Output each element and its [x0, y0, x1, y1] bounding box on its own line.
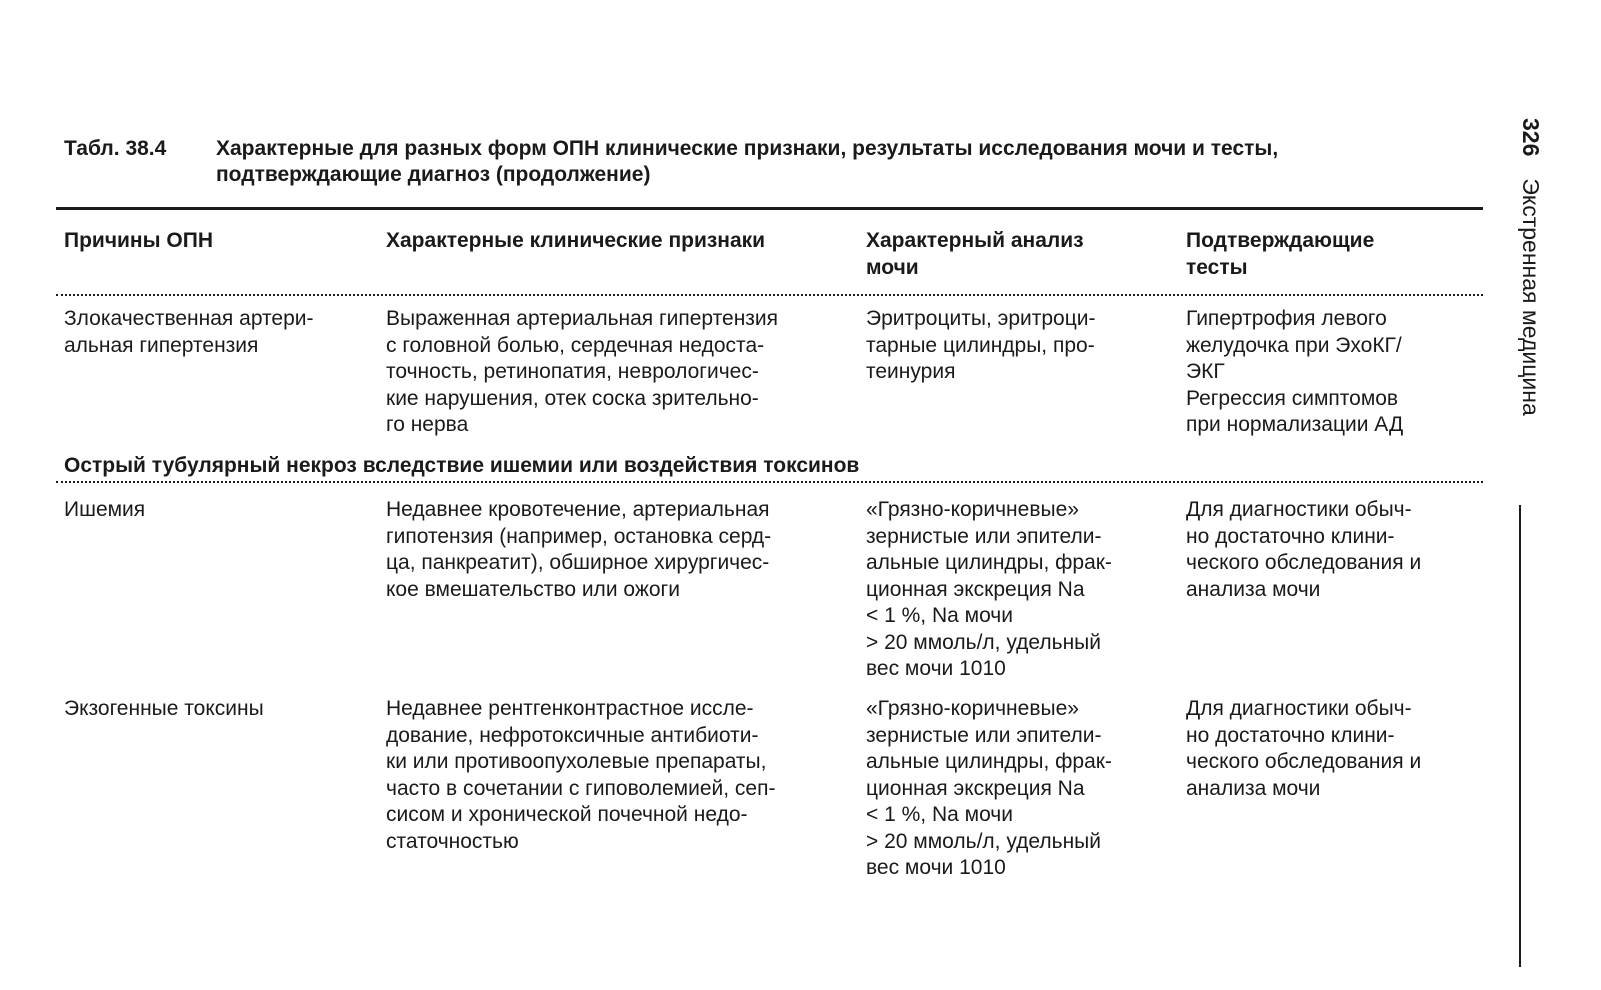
header-clinical-signs: Характерные клинические признаки — [386, 229, 766, 252]
cell-cause-ischemia: Ишемия — [64, 498, 146, 521]
header-urine-analysis: Характерный анализ мочи — [866, 229, 1084, 279]
margin-rule — [1519, 505, 1521, 967]
section-title: Экстренная медицина — [1518, 178, 1544, 416]
cell-signs-exogenous-toxins: Недавнее рентгенконтрастное иссле- дование, нефротоксичные антибиоти- ки или противоопухолевые препараты, часто в сочетании с гиповолемией, сеп- сисом и хронической почечной недо- статочностью — [386, 697, 776, 853]
header-causes: Причины ОПН — [64, 229, 213, 252]
cell-tests-exogenous-toxins: Для диагностики обыч- но достаточно клини- ческого обследования и анализа мочи — [1186, 697, 1422, 800]
cell-signs-malignant-hypertension: Выраженная артериальная гипертензия с головной болью, сердечная недоста- точность, ретинопатия, неврологичес- кие нарушения, отек соска зрительно- го нерва — [386, 307, 779, 436]
table-top-rule — [56, 207, 1483, 210]
section-heading-atn: Острый тубулярный некроз вследствие ишемии или воздействия токсинов — [64, 454, 860, 477]
cell-tests-ischemia: Для диагностики обыч- но достаточно клини- ческого обследования и анализа мочи — [1186, 498, 1422, 601]
cell-tests-malignant-hypertension: Гипертрофия левого желудочка при ЭхоКГ/ ЭКГ Регрессия симптомов при нормализации АД — [1186, 307, 1404, 436]
cell-urine-exogenous-toxins: «Грязно-коричневые» зернистые или эпители- альные цилиндры, фрак- ционная экскреция Na < 1 %, Na мочи > 20 ммоль/л, удельный вес мочи 1010 — [866, 697, 1112, 879]
cell-urine-malignant-hypertension: Эритроциты, эритроци- тарные цилиндры, про- теинурия — [866, 307, 1096, 383]
table-title: Характерные для разных форм ОПН клинические признаки, результаты исследования мочи и тесты, подтверждающие диагноз (продолжение) — [216, 137, 1279, 186]
header-confirming-tests: Подтверждающие тесты — [1186, 229, 1375, 279]
cell-signs-ischemia: Недавнее кровотечение, артериальная гипотензия (например, остановка серд- ца, панкреатит), обширное хирургичес- кое вмешательство или ожоги — [386, 498, 772, 601]
running-header — [1496, 118, 1546, 498]
cell-cause-exogenous-toxins: Экзогенные токсины — [64, 697, 264, 720]
page-number: 326 — [1518, 118, 1544, 157]
cell-urine-ischemia: «Грязно-коричневые» зернистые или эпители- альные цилиндры, фрак- ционная экскреция Na < 1 %, Na мочи > 20 ммоль/л, удельный вес мочи 1010 — [866, 498, 1112, 680]
header-rule — [56, 294, 1483, 296]
table-number: Табл. 38.4 — [64, 137, 167, 160]
cell-cause-malignant-hypertension: Злокачественная артери- альная гипертензия — [64, 307, 314, 357]
section-rule — [56, 481, 1483, 483]
